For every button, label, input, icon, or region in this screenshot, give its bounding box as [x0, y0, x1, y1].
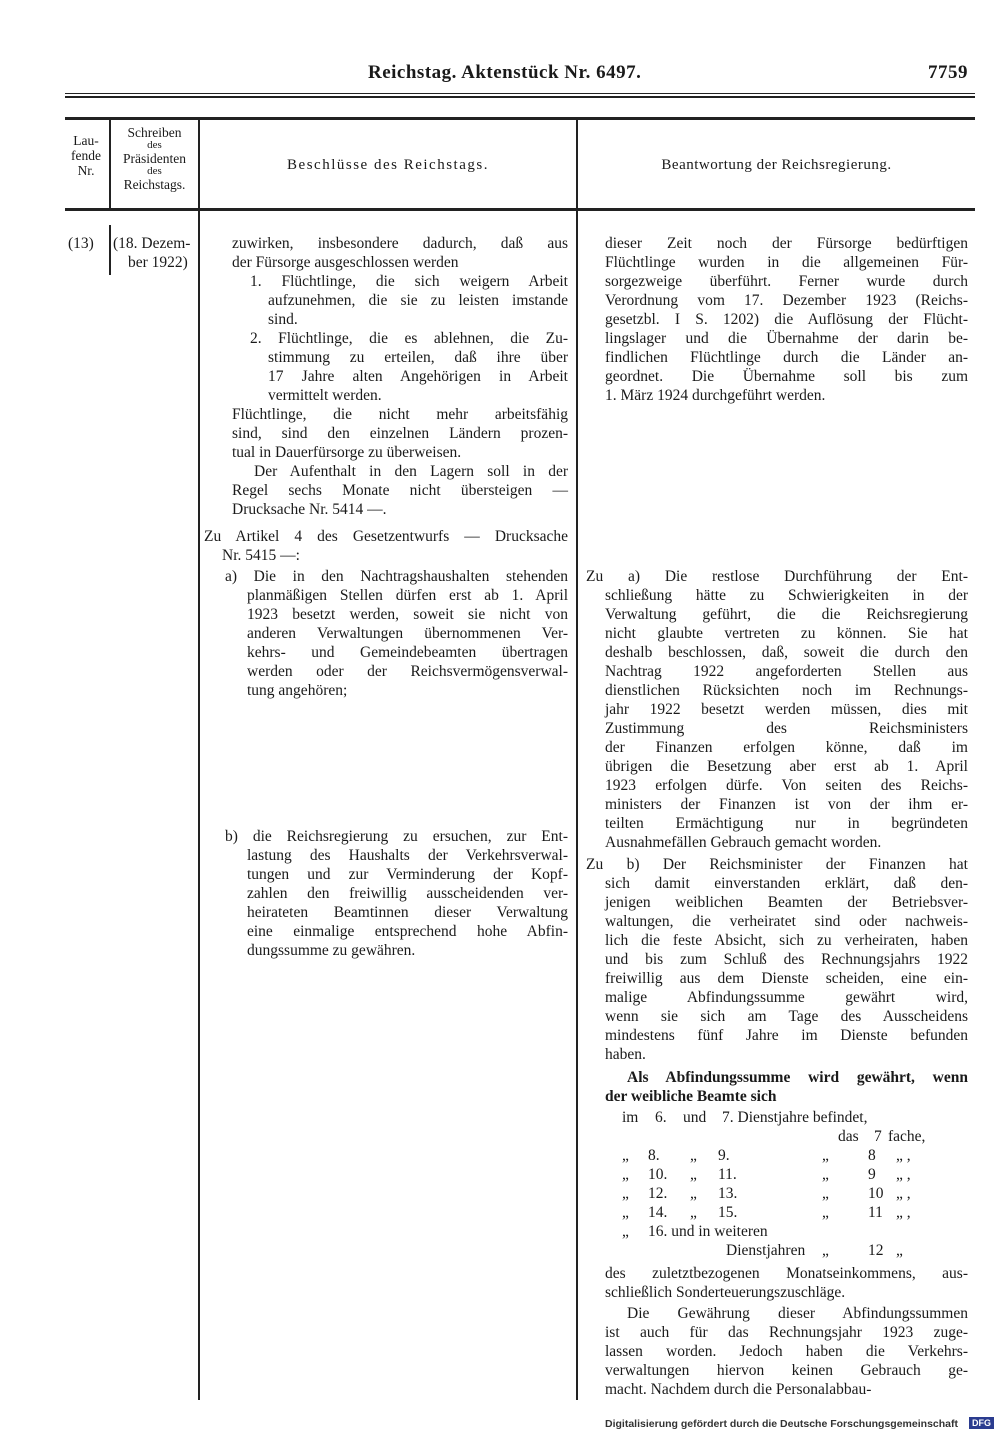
text-line: Zu a) Die restlose Durchführung der Ent-	[586, 568, 968, 585]
text-line: sind.	[268, 311, 298, 328]
header-col-number	[64, 133, 108, 178]
scale-cell: 8	[868, 1147, 876, 1164]
text-line: sich damit einverstanden erklärt, daß den-	[605, 875, 968, 892]
header-rule-2	[65, 96, 975, 98]
text-line: 1923 erfolgen dürfe. Von seiten des Reichs-	[605, 777, 968, 794]
scale-cell: 11	[868, 1204, 883, 1221]
scale-cell: „	[622, 1185, 629, 1202]
header-col-resolutions: Beschlüsse des Reichstags.	[287, 157, 489, 173]
text-line: Der Aufenthalt in den Lagern soll in der	[254, 463, 568, 480]
text-line: heirateten Beamtinnen dieser Verwaltung	[247, 904, 568, 921]
text-line: werden oder der Reichsvermögensverwal-	[247, 663, 568, 680]
dfg-logo: DFG	[969, 1417, 994, 1429]
text-line: zuwirken, insbesondere dadurch, daß aus	[232, 235, 568, 252]
text-line: dieser Zeit noch der Fürsorge bedürftigen	[605, 235, 968, 252]
scale-cell: „	[822, 1166, 829, 1183]
text-line: zahlen den freiwillig ausscheidenden ver-	[247, 885, 568, 902]
text-line: gesetzbl. I S. 1202) die Auflösung der Flücht-	[605, 311, 968, 328]
scale-cell: „ ,	[896, 1185, 911, 1202]
scale-cell: fache,	[888, 1128, 926, 1145]
scale-cell: „	[622, 1223, 629, 1240]
text-line: dienstlichen Rücksichten noch im Rechnungs-	[605, 682, 968, 699]
scale-cell: „	[622, 1166, 629, 1183]
header-text: fende	[71, 148, 101, 163]
text-line: übrigen die Besetzung aber erst ab 1. April	[605, 758, 968, 775]
footer-credit: Digitalisierung gefördert durch die Deutsche Forschungsgemeinschaft	[605, 1418, 958, 1430]
text-line: 1923 besetzt werden, soweit sie nicht von	[247, 606, 568, 623]
text-line: kehrs- und Gemeindebeamten übertragen	[247, 644, 568, 661]
scale-cell: „ ,	[896, 1147, 911, 1164]
text-line: Verordnung vom 17. Dezember 1923 (Reichs-	[605, 292, 968, 309]
header-col-letter	[111, 125, 198, 192]
text-line: Nr. 5415 —:	[222, 547, 300, 564]
text-line: 1. März 1924 durchgeführt werden.	[605, 387, 826, 404]
scale-cell: 12	[868, 1242, 884, 1259]
text-line: Verwaltung geführt, die die Reichsregierung	[605, 606, 968, 623]
text-line: schließung hätte zu Schwierigkeiten in der	[605, 587, 968, 604]
header-text: Reichstags.	[123, 177, 186, 192]
scale-cell: 10.	[648, 1166, 668, 1183]
text-line: Ausnahmefällen Gebrauch gemacht worden.	[605, 834, 882, 851]
text-line: Flüchtlinge wurden in die allgemeinen Für-	[605, 254, 968, 271]
scale-cell: „	[622, 1204, 629, 1221]
text-line: Zustimmung des Reichsministers	[605, 720, 968, 737]
header-text: Lau-	[73, 133, 99, 148]
text-line: tungen und zur Verminderung der Kopf-	[247, 866, 568, 883]
text-line: mindestens fünf Jahre im Dienste befunden	[605, 1027, 968, 1044]
text-line: 1. Flüchtlinge, die sich weigern Arbeit	[250, 273, 568, 290]
header-text: Schreiben	[127, 125, 182, 140]
scale-cell: 13.	[718, 1185, 738, 1202]
scale-cell: 9.	[718, 1147, 730, 1164]
scale-cell: „	[822, 1185, 829, 1202]
text-line: malige Abfindungssumme gewährt wird,	[605, 989, 968, 1006]
text-line: Regel sechs Monate nicht übersteigen —	[232, 482, 568, 499]
column-divider	[109, 225, 111, 275]
text-line: ist auch für das Rechnungsjahr 1923 zuge-	[605, 1324, 968, 1341]
scale-cell: 7	[874, 1128, 882, 1145]
header-rule	[65, 93, 975, 94]
scale-cell: 16. und in weiteren	[648, 1223, 768, 1240]
text-line: 2. Flüchtlinge, die es ablehnen, die Zu-	[250, 330, 568, 347]
text-line: dungssumme zu gewähren.	[247, 942, 416, 959]
text-line: wenn sie sich am Tage des Ausscheidens	[605, 1008, 968, 1025]
text-line: sorgezweige überführt. Ferner wurde durch	[605, 273, 968, 290]
scale-cell: „	[690, 1147, 697, 1164]
scale-cell: 11.	[718, 1166, 737, 1183]
text-line: lingslager und die Übernahme der darin be-	[605, 330, 968, 347]
scale-cell: „	[822, 1147, 829, 1164]
text-line: der weibliche Beamte sich	[605, 1088, 777, 1105]
scale-cell: „	[896, 1242, 903, 1259]
text-line: jahr 1922 besetzt werden müssen, dies mit	[605, 701, 968, 718]
text-line: Zu b) Der Reichsminister der Finanzen hat	[586, 856, 968, 873]
text-line: schließlich Sonderteuerungszuschläge.	[605, 1284, 846, 1301]
text-line: 17 Jahre alten Angehörigen in Arbeit	[268, 368, 568, 385]
scale-cell: 9	[868, 1166, 876, 1183]
header-text: Nr.	[77, 163, 95, 178]
text-line: und bis zum Schluß des Rechnungsjahrs 1922	[605, 951, 968, 968]
text-line: Als Abfindungssumme wird gewährt, wenn	[627, 1069, 968, 1086]
text-line: waltungen, die verheiratet sind oder nachweis-	[605, 913, 968, 930]
text-line: Die Gewährung dieser Abfindungssummen	[627, 1305, 968, 1322]
scale-cell: 12.	[648, 1185, 668, 1202]
table-header-bottom-rule	[65, 208, 975, 211]
text-line: lich die feste Absicht, sich zu verheiraten, haben	[605, 932, 968, 949]
text-line: der Fürsorge ausgeschlossen werden	[232, 254, 459, 271]
row-number: (13)	[68, 235, 94, 252]
text-line: der Finanzen erfolgen könne, daß im	[605, 739, 968, 756]
scale-cell: im	[622, 1109, 639, 1126]
scale-cell: Dienstjahren	[726, 1242, 806, 1259]
text-line: Drucksache Nr. 5414 —.	[232, 501, 387, 518]
text-line: haben.	[605, 1046, 646, 1063]
header-col-answer: Beantwortung der Reichsregierung.	[661, 157, 892, 173]
scale-cell: 14.	[648, 1204, 668, 1221]
scale-cell: „	[822, 1242, 829, 1259]
text-line: Zu Artikel 4 des Gesetzentwurfs — Drucksache	[204, 528, 568, 545]
scale-cell: „	[690, 1204, 697, 1221]
scale-cell: „	[622, 1147, 629, 1164]
scale-cell: 7. Dienstjahre befindet,	[722, 1109, 868, 1126]
scale-cell: 15.	[718, 1204, 738, 1221]
running-title: Reichstag. Aktenstück Nr. 6497.	[368, 62, 642, 83]
scale-cell: 8.	[648, 1147, 660, 1164]
text-line: verwaltungen hiervon keinen Gebrauch ge-	[605, 1362, 968, 1379]
text-line: b) die Reichsregierung zu ersuchen, zur Ent-	[225, 828, 568, 845]
text-line: tung angehören;	[247, 682, 348, 699]
text-line: jenigen weiblichen Beamten der Betriebsver-	[605, 894, 968, 911]
text-line: vermittelt werden.	[268, 387, 382, 404]
scale-cell: 10	[868, 1185, 884, 1202]
text-line: ministers der Finanzen ist von der ihm er-	[605, 796, 968, 813]
text-line: teilten Ermächtigung nur in begründeten	[605, 815, 968, 832]
scale-cell: 6.	[655, 1109, 667, 1126]
text-line: findlichen Flüchtlinge durch die Länder an-	[605, 349, 968, 366]
table-top-rule	[65, 117, 975, 120]
text-line: sind, sind den einzelnen Ländern prozen-	[232, 425, 568, 442]
header-text: Präsidenten	[123, 151, 186, 166]
scale-cell: „	[690, 1185, 697, 1202]
header-text: des	[147, 139, 162, 151]
text-line: geordnet. Die Übernahme soll bis zum	[605, 368, 968, 385]
page-number: 7759	[928, 62, 968, 83]
text-line: a) Die in den Nachtragshaushalten stehenden	[225, 568, 568, 585]
text-line: aufzunehmen, die sie zu leisten imstande	[268, 292, 568, 309]
text-line: anderen Verwaltungen übernommenen Ver-	[247, 625, 568, 642]
column-divider	[198, 120, 200, 1400]
text-line: deshalb beschlossen, daß, soweit die durch den	[605, 644, 968, 661]
text-line: des zuletztbezogenen Monatseinkommens, aus-	[605, 1265, 968, 1282]
scale-cell: und	[683, 1109, 707, 1126]
scale-cell: „	[690, 1166, 697, 1183]
text-line: freiwillig aus dem Dienste scheiden, eine ein-	[605, 970, 968, 987]
column-divider	[576, 120, 578, 1400]
text-line: planmäßigen Stellen dürfen erst ab 1. April	[247, 587, 568, 604]
scale-cell: „	[822, 1204, 829, 1221]
text-line: Nachtrag 1922 angeforderten Stellen aus	[605, 663, 968, 680]
text-line: lassen worden. Jedoch haben die Verkehrs-	[605, 1343, 968, 1360]
text-line: nicht glaubte vertreten zu können. Sie hat	[605, 625, 968, 642]
header-text: des	[147, 165, 162, 177]
row-date: ber 1922)	[128, 254, 188, 271]
scale-cell: „ ,	[896, 1204, 911, 1221]
text-line: stimmung zu erteilen, daß ihre über	[268, 349, 568, 366]
scale-cell: das	[838, 1128, 859, 1145]
text-line: macht. Nachdem durch die Personalabbau-	[605, 1381, 872, 1398]
text-line: eine einmalige entsprechend hohe Abfin-	[247, 923, 568, 940]
scale-cell: „ ,	[896, 1166, 911, 1183]
text-line: Flüchtlinge, die nicht mehr arbeitsfähig	[232, 406, 568, 423]
text-line: lastung des Haushalts der Verkehrsverwal-	[247, 847, 568, 864]
row-date: (18. Dezem-	[113, 235, 191, 252]
text-line: tual in Dauerfürsorge zu überweisen.	[232, 444, 462, 461]
